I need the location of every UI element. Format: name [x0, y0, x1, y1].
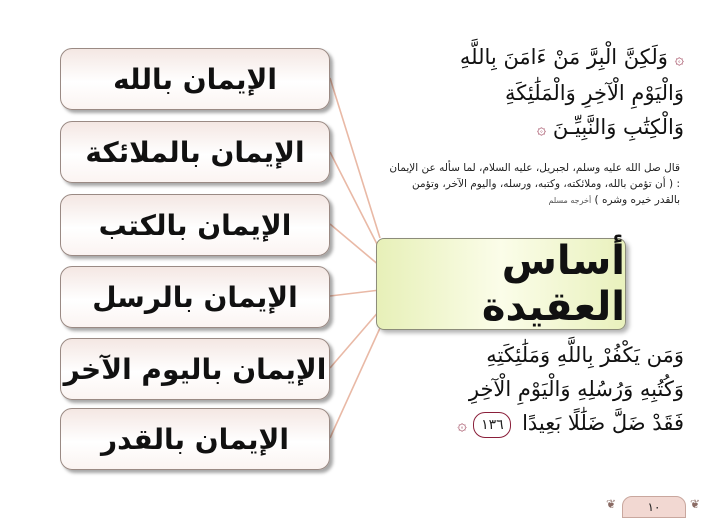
connector-6: [330, 328, 380, 438]
verse-bottom: [457, 338, 684, 442]
hadith-text: قال صل الله عليه وسلم، لجبريل، عليه السلام، لما سأله عن الإيمان : ( أن تؤمن بالله، وملائكته، وكتبه، ورسله، واليوم الآخر، وتؤمن بالقدر خيره وشره ) أخرجه مسلم: [389, 162, 680, 206]
center-title-box: [376, 238, 626, 330]
connector-1: [330, 78, 380, 238]
pillar-box-4: [60, 266, 330, 328]
connector-3: [330, 224, 380, 266]
verse-bottom-line-1: وَمَن يَكْفُرْ بِاللَّهِ وَمَلَٰئِكَتِهِ: [486, 343, 684, 367]
verse-top-line-1: ۞ وَلَكِنَّ الْبِرَّ مَنْ ءَامَنَ بِاللَّهِ: [459, 45, 684, 69]
pillar-label: الإيمان باليوم الآخر: [63, 352, 327, 386]
page-number: ١٠: [622, 496, 686, 518]
ornament-right-icon: ❦: [690, 497, 701, 511]
ornament-icon: ۞: [674, 49, 684, 68]
pillar-box-1: [60, 48, 330, 110]
pillar-box-3: [60, 194, 330, 256]
pillar-box-5: [60, 338, 330, 400]
ornament-left-icon: ❦: [606, 497, 617, 511]
pillar-label: الإيمان بالله: [113, 62, 277, 96]
pillar-box-6: [60, 408, 330, 470]
verse-bottom-line-2: وَكُتُبِهِ وَرُسُلِهِ وَالْيَوْمِ الْآخِرِ: [468, 377, 684, 401]
verse-top: [460, 40, 684, 146]
pillar-label: الإيمان بالرسل: [92, 280, 298, 314]
pillar-box-2: [60, 121, 330, 183]
connector-5: [330, 310, 380, 368]
verse-top-line-2: وَالْيَوْمِ الْآخِرِ وَالْمَلَٰئِكَةِ: [505, 81, 684, 105]
ornament-icon: ۞: [536, 119, 547, 138]
verse-top-line-3: وَالْكِتَٰبِ وَالنَّبِيِّـنَ ۞: [536, 115, 684, 139]
ayah-number-badge: ١٣٦: [473, 412, 511, 438]
pillar-label: الإيمان بالملائكة: [85, 135, 305, 169]
connector-4: [330, 290, 380, 296]
ornament-icon: ۞: [457, 415, 467, 434]
pillar-label: الإيمان بالكتب: [98, 208, 292, 242]
verse-bottom-line-3: فَقَدْ ضَلَّ ضَلَٰلًا بَعِيدًا ١٣٦ ۞: [457, 406, 684, 442]
hadith-source: أخرجه مسلم: [548, 196, 592, 205]
pillar-label: الإيمان بالقدر: [101, 422, 289, 456]
center-title: أساس العقيدة: [481, 238, 625, 330]
connector-2: [330, 152, 380, 250]
